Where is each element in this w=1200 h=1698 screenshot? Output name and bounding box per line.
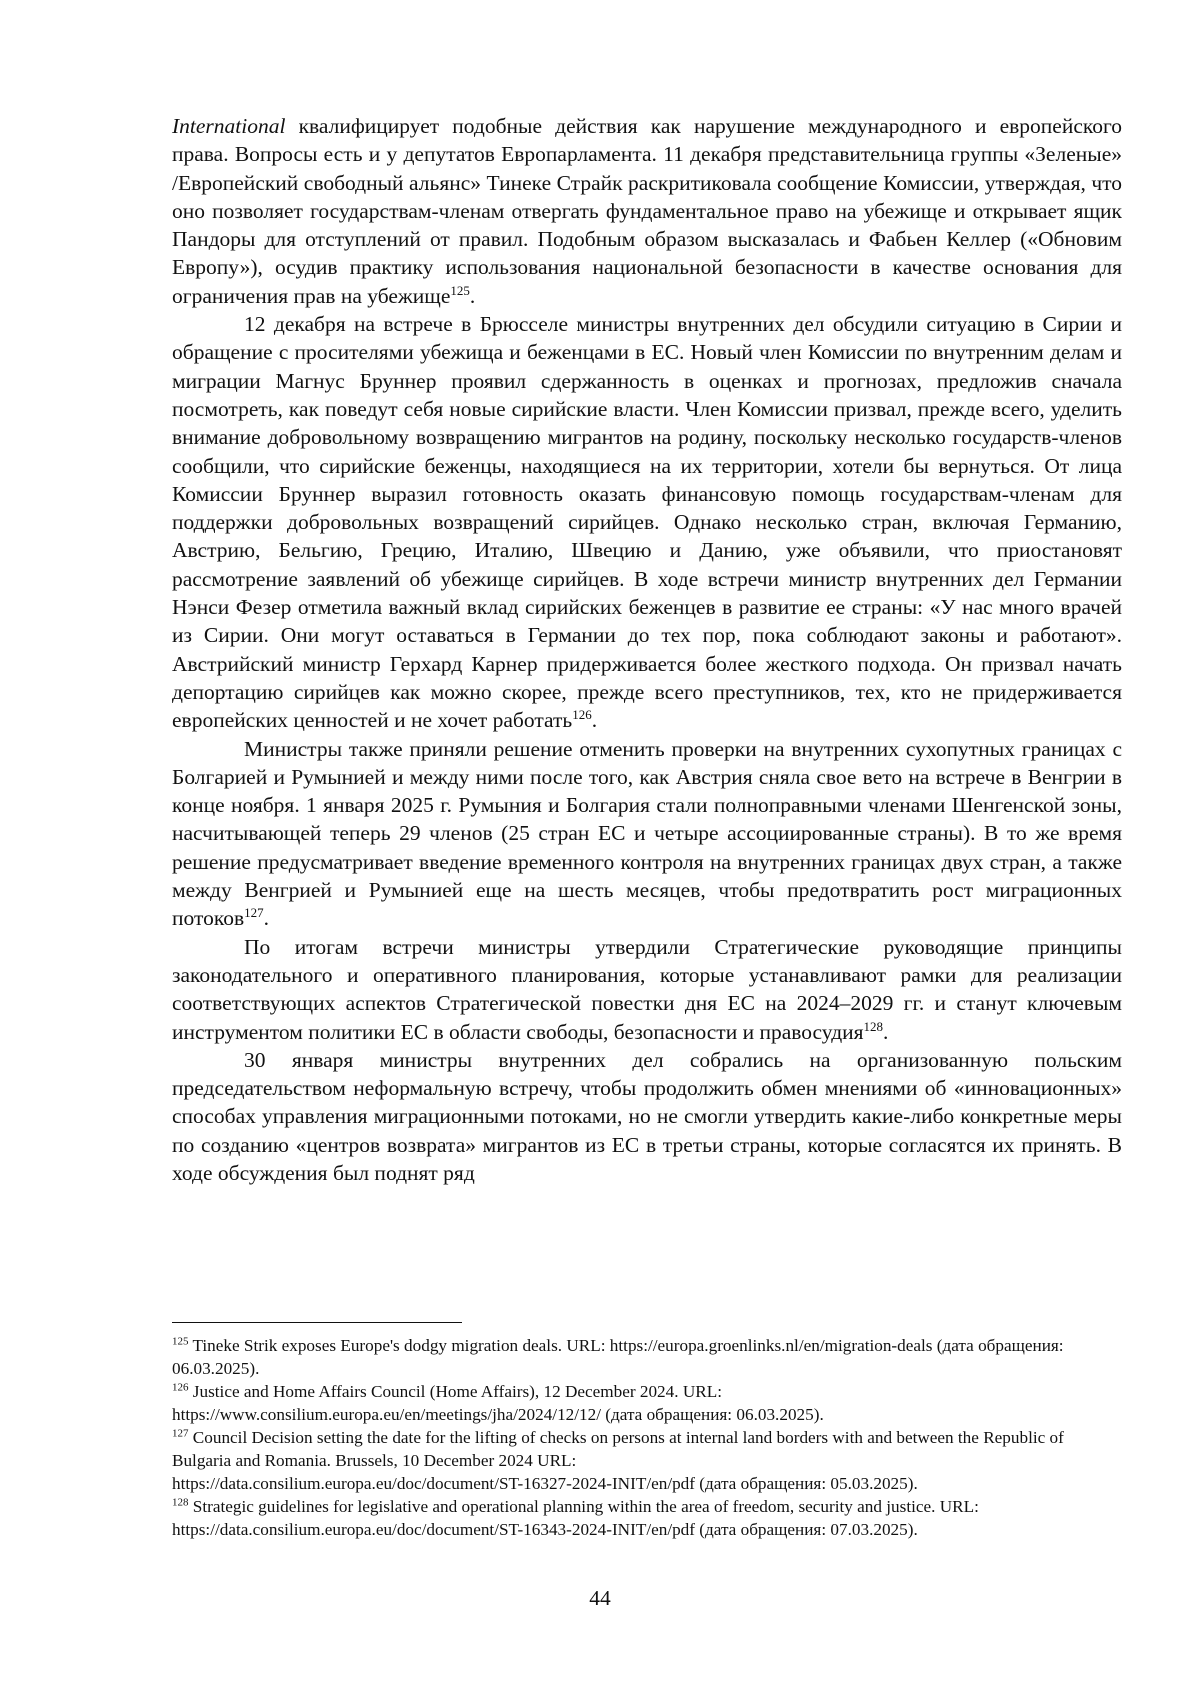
footnote-ref-125[interactable]: 125 <box>450 282 470 298</box>
paragraph-tail: . <box>469 283 476 308</box>
paragraph-tail: . <box>883 1019 889 1044</box>
footnotes <box>172 1334 1122 1541</box>
paragraph-1 <box>172 112 1122 310</box>
footnote-number: 128 <box>172 1496 189 1509</box>
paragraph-5 <box>172 1046 1122 1187</box>
page-number: 44 <box>589 1586 611 1610</box>
paragraph-text: квалифицирует подобные действия как нарушение международного и европейского права. Вопросы есть и у депутатов Европарламента. 11 декабря представительница группы «Зеленые» /Европейский свободный альянс» Тинеке Страйк раскритиковала сообщение Комиссии, утверждая, что оно позволяет государствам-членам отвергать фундаментальное право на убежище и открывает ящик Пандоры для отступлений от правил. Подобным образом высказалась и Фабьен Келлер («Обновим Европу»), осудив практику использования национальной безопасности в качестве основания для ограничения прав на убежище <box>172 114 1122 308</box>
footnote-text: Council Decision setting the date for the lifting of checks on persons at internal land borders with and between the Republic of Bulgaria and Romania. Brussels, 10 December 2024 URL: <box>172 1428 1064 1470</box>
footnote-125 <box>172 1334 1122 1380</box>
paragraph-tail: . <box>591 708 598 733</box>
footnote-ref-127[interactable]: 127 <box>244 905 264 921</box>
footnote-number: 126 <box>172 1381 189 1394</box>
paragraph-text: 30 января министры внутренних дел собрались на организованную польским председательством неформальную встречу, чтобы продолжить обмен мнениями об «инновационных» способах управления миграционными потоками, но не смогли утвердить какие-либо конкретные меры по созданию «центров возврата» мигрантов из ЕС в третьи страны, которые согласятся их принять. В ходе обсуждения был поднят ряд <box>172 1047 1122 1185</box>
paragraph-3 <box>172 735 1122 933</box>
paragraph-text: 12 декабря на встрече в Брюсселе министры внутренних дел обсудили ситуацию в Сирии и обращение с просителями убежища и беженцами в ЕС. Новый член Комиссии по внутренним делам и миграции Магнус Бруннер проявил сдержанность в оценках и прогнозах, предложив сначала посмотреть, как поведут себя новые сирийские власти. Член Комиссии призвал, прежде всего, уделить внимание добровольному возвращению мигрантов на родину, поскольку несколько государств-членов сообщили, что сирийские беженцы, находящиеся на их территории, хотели бы вернуться. От лица Комиссии Бруннер выразил готовность оказать финансовую помощь государствам-членам для поддержки добровольных возвращений сирийцев. Однако несколько стран, включая Германию, Австрию, Бельгию, Грецию, Италию, Швецию и Данию, уже объявили, что приостановят рассмотрение заявлений об убежище сирийцев. В ходе встречи министр внутренних дел Германии Нэнси Фезер отметила важный вклад сирийских беженцев в развитие ее страны: «У нас много врачей из Сирии. Они могут оставаться в Германии до тех пор, пока соблюдают законы и работают». Австрийский министр Герхард Карнер придерживается более жесткого подхода. Он призвал начать депортацию сирийцев как можно скорее, прежде всего преступников, тех, кто не придерживается европейских ценностей и не хочет работать <box>172 312 1122 733</box>
footnote-number: 125 <box>172 1335 189 1348</box>
footnote-number: 127 <box>172 1427 189 1440</box>
footnote-text: Justice and Home Affairs Council (Home Affairs), 12 December 2024. URL: <box>188 1382 722 1401</box>
footnote-text: Tineke Strik exposes Europe's dodgy migration deals. URL: https://europa.groenlinks.nl/en/migration-deals (дата обращения: 06.03.2025). <box>172 1336 1064 1378</box>
paragraph-tail: . <box>263 906 269 931</box>
footnote-128 <box>172 1495 1122 1541</box>
italic-lead: International <box>172 114 286 138</box>
body-text <box>172 112 1122 1187</box>
footnote-127 <box>172 1426 1122 1495</box>
footnote-126 <box>172 1380 1122 1426</box>
paragraph-text: По итогам встречи министры утвердили Стратегические руководящие принципы законодательного и оперативного планирования, которые устанавливают рамки для реализации соответствующих аспектов Стратегической повестки дня ЕС на 2024–2029 гг. и станут ключевым инструментом политики ЕС в области свободы, безопасности и правосудия <box>172 934 1122 1044</box>
paragraph-4 <box>172 933 1122 1046</box>
paragraph-text: Министры также приняли решение отменить проверки на внутренних сухопутных границах с Болгарией и Румынией и между ними после того, как Австрия сняла свое вето на встрече в Венгрии в конце ноября. 1 января 2025 г. Румыния и Болгария стали полноправными членами Шенгенской зоны, насчитывающей теперь 29 членов (25 стран ЕС и четыре ассоциированные страны). В то же время решение предусматривает введение временного контроля на внутренних границах двух стран, а также между Венгрией и Румынией еще на шесть месяцев, чтобы предотвратить рост миграционных потоков <box>172 736 1122 931</box>
footnote-ref-128[interactable]: 128 <box>863 1018 884 1034</box>
paragraph-2 <box>172 310 1122 734</box>
footnote-ref-126[interactable]: 126 <box>572 707 592 723</box>
footnote-url[interactable]: https://data.consilium.europa.eu/doc/document/ST-16327-2024-INIT/en/pdf (дата обращения: 05.03.2025). <box>172 1474 918 1493</box>
footnote-url[interactable]: https://www.consilium.europa.eu/en/meetings/jha/2024/12/12/ (дата обращения: 06.03.2025). <box>172 1405 824 1424</box>
footnote-text: Strategic guidelines for legislative and operational planning within the area of freedom, security and justice. URL: https://data.consilium.europa.eu/doc/document/ST-16343-2024-INIT/en/pdf (дата обращения: 07.03.2025). <box>172 1497 979 1539</box>
footnote-separator <box>172 1322 462 1323</box>
